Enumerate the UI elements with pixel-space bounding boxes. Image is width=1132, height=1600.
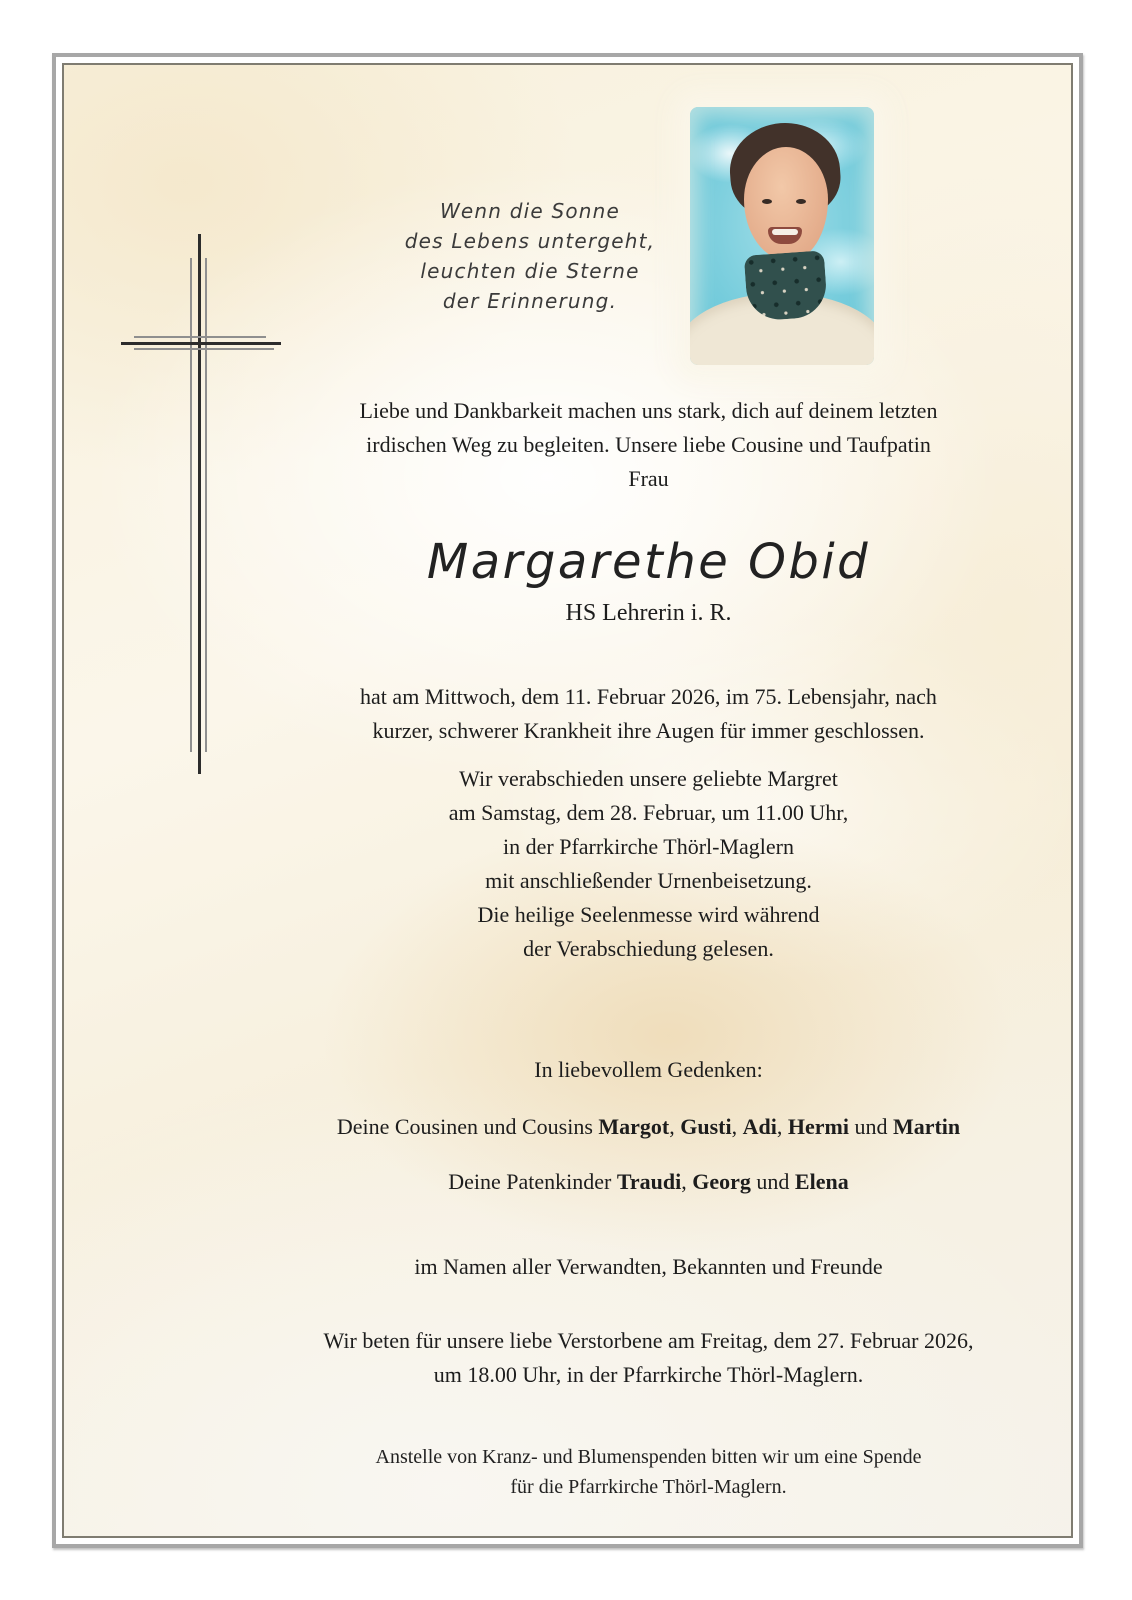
mass-line: Die heilige Seelenmesse wird während xyxy=(477,902,820,927)
deceased-name: Margarethe Obid xyxy=(426,534,871,590)
death-notice-paragraph xyxy=(215,680,1082,748)
intro-paragraph xyxy=(215,394,1082,496)
donation-line: für die Pfarrkirche Thörl-Maglern. xyxy=(510,1476,787,1498)
cross-vertical-echo-right xyxy=(205,258,207,752)
farewell-paragraph xyxy=(215,762,1082,898)
poem-line: der Erinnerung. xyxy=(442,289,618,313)
death-notice-line: hat am Mittwoch, dem 11. Februar 2026, im 75. Lebensjahr, nach xyxy=(360,684,937,709)
cross-vertical-echo-left xyxy=(190,258,192,752)
remembrance-heading: In liebevollem Gedenken: xyxy=(534,1057,763,1082)
intro-line: irdischen Weg zu begleiten. Unsere liebe Cousine und Taufpatin xyxy=(366,432,931,457)
prayer-line: Wir beten für unsere liebe Verstorbene am Freitag, dem 27. Februar 2026, xyxy=(323,1328,974,1353)
intro-line: Liebe und Dankbarkeit machen uns stark, dich auf deinem letzten xyxy=(359,398,938,423)
godchildren-line: Deine Patenkinder Traudi, Georg und Elena xyxy=(448,1169,849,1194)
cross-horizontal-line xyxy=(121,342,281,345)
farewell-line: am Samstag, dem 28. Februar, um 11.00 Uhr, xyxy=(448,800,849,825)
donation-paragraph xyxy=(215,1442,1082,1502)
farewell-line: Wir verabschieden unsere geliebte Margret xyxy=(459,766,838,791)
cross-horizontal-echo-top xyxy=(134,336,266,338)
death-notice-line: kurzer, schwerer Krankheit ihre Augen für immer geschlossen. xyxy=(372,718,925,743)
portrait-eye-right xyxy=(796,199,806,204)
remembrance-closing: im Namen aller Verwandten, Bekannten und Freunde xyxy=(414,1254,883,1279)
intro-line: Frau xyxy=(628,466,669,491)
poem-line: Wenn die Sonne xyxy=(439,199,621,223)
poem-line: des Lebens untergeht, xyxy=(404,229,656,253)
cross-horizontal-echo-bottom xyxy=(134,348,274,350)
deceased-portrait-photo xyxy=(690,107,874,365)
portrait-eye-left xyxy=(762,199,772,204)
deceased-title: HS Lehrerin i. R. xyxy=(565,600,732,626)
cousins-line: Deine Cousinen und Cousins Margot, Gusti, Adi, Hermi und Martin xyxy=(336,1114,961,1139)
mass-paragraph xyxy=(215,898,1082,966)
poem-line: leuchten die Sterne xyxy=(420,259,640,283)
memorial-poem xyxy=(370,196,690,316)
cross-vertical-line xyxy=(198,234,201,774)
prayer-paragraph xyxy=(215,1324,1082,1392)
donation-line: Anstelle von Kranz- und Blumenspenden bitten wir um eine Spende xyxy=(375,1446,922,1468)
mass-line: der Verabschiedung gelesen. xyxy=(523,936,774,961)
farewell-line: mit anschließender Urnenbeisetzung. xyxy=(485,868,812,893)
prayer-line: um 18.00 Uhr, in der Pfarrkirche Thörl-Maglern. xyxy=(433,1362,864,1387)
portrait-teeth xyxy=(772,229,798,235)
farewell-line: in der Pfarrkirche Thörl-Maglern xyxy=(503,834,794,859)
